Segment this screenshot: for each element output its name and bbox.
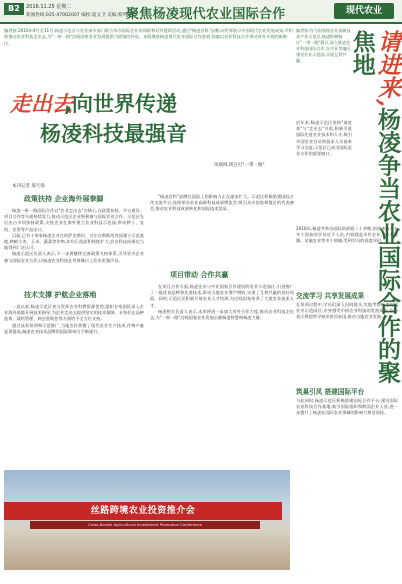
paragraph: 通过技术培训和示范推广,当地农民掌握了现代农业生产技术,作物产量显著提高,杨凌农业技术品牌的国际影响力不断提升。	[4, 322, 144, 334]
right-column-c	[296, 302, 398, 382]
paragraph: 在项目合作方面,杨凌企业与中亚国家合作建设的农业示范园区,引进推广了一批优良品种和先进技术,带动当地农业增产增收,实现了互利共赢的良好局面。同时,示范区还积极开展农业人才培训,为沿线国家培养了大批农业技术人才。	[150, 284, 294, 308]
paragraph: 杨凌一带一路国际合作以"农业走出去"为核心,在政策扶持、平台建设、项目合作等方面持续发力,推动示范区企业积极参与国际农业合作。示范区先后出台多项扶持政策,支持企业在海外建立农业科技示范园,带动种子、农机、农资等产品出口。	[4, 208, 144, 232]
dateline: 凤凰网,现在打"一带一路"	[214, 163, 265, 168]
paragraph: 杨凌相关负责人表示,未来将进一步加大对外合作力度,推动农业科技走出去,为"一带一路"沿线国家农业发展贡献杨凌智慧和杨凌力量。	[150, 308, 294, 321]
subhead-projects: 项目带动 合作共赢	[170, 271, 229, 279]
article-column-2a	[150, 194, 294, 268]
conference-photo	[4, 470, 290, 570]
paragraph: "杨凌农科"品牌在国际上的影响力正在逐步扩大。示范区积极搭建国际合作交流平台,连续举办农业高新科技成果博览会,吸引众多国家和地区的代表参会,推动农业科技成果转化和国际技术贸易。	[150, 194, 294, 212]
article-column-2b	[150, 284, 294, 414]
editor-note: 编者按:2016年9月至11月,杨凌示范区与农业部多部门联合举办国际农业培训班和对外援助活动,通过"杨凌农科"品牌,向世界展示中国现代农业发展成果,并积极推动农业科技走出去,为"一带一路"沿线国家农业发展提供可借鉴的经验。本版聚焦杨凌现代农业国际合作进展,探索以农业科技合作带动对外开放的新路径。	[4, 28, 293, 46]
headline-line-2: 杨凌科技最强音	[40, 122, 187, 146]
byline: 本刊记者 郝天海	[12, 184, 45, 189]
page-number-badge: B2	[4, 3, 24, 15]
page-header	[0, 0, 402, 24]
right-column-b	[296, 226, 398, 286]
vertical-headline-main: 杨凌争当农业国际合作的聚焦地	[348, 30, 400, 384]
right-column-a	[296, 120, 352, 220]
paragraph: 一直以来,杨凌示范区充分发挥农业科教资源优势,组织专家团队深入企业海外基地开展技术指导,为企业走出去提供坚实的技术保障。专家们在品种选育、栽培管理、病虫害防控等方面给予全方位支持。	[4, 304, 144, 322]
vertical-headline-accent: 请进来,	[374, 30, 401, 108]
section-title: 聚焦杨凌现代农业国际合作	[126, 7, 286, 22]
article-column-1b	[4, 304, 144, 414]
right-subhead-exchange: 交流学习 共享发展成果	[296, 292, 365, 300]
article-column-1a	[4, 208, 144, 288]
newspaper-logo: 现代农业	[334, 3, 394, 19]
conference-banner: 丝路跨境农业投资推介会	[4, 502, 282, 520]
issue-date: 2016.11.25 星期二	[26, 4, 72, 10]
headline-line-1: ,向世界传递	[64, 92, 177, 116]
paragraph: 在培训过程中,学员们深入田间地头,实地考察杨凌现代农业示范园区,亲身感受中国农业科技的发展成果,纷纷表示将把所学知识带回本国,推动当地农业发展。	[296, 302, 398, 320]
headline-accent: 走出去	[10, 91, 73, 116]
right-editor-note: 编者按:作为国家级农业高新技术产业示范区,杨凌积极响应"一带一路"倡议,深入推进农业科技国际合作,在中亚等地区建设农业示范园,实现互利共赢。	[296, 28, 351, 63]
editor-credits: 新闻热线:025-47002007 编校:夏文卫 美编:蔡列宇	[26, 13, 132, 18]
right-subhead-platform: 筑巢引凤 搭建国际平台	[296, 388, 365, 396]
paragraph: 与此同时,杨凌示范区积极搭建国际合作平台,建设国际农业科技合作基地,吸引国际组织和跨国企业入驻,进一步提升了杨凌在国际农业领域的影响力和话语权。	[296, 398, 398, 416]
subhead-policy: 政策扶持 企业海外展拳脚	[24, 195, 104, 203]
paragraph: 近年来,杨凌示范区坚持"请进来"与"走出去"并重,积极引进国际先进农业技术和人才,吸引多国农业官员和技术人员前来学习交流,示范区已成为国际农业合作的重要窗口。	[296, 120, 352, 157]
paragraph: 目前,已有十余家杨凌企业在哈萨克斯坦、吉尔吉斯斯坦等国建立示范基地,种植小麦、玉米、蔬菜等作物,年均示范面积持续扩大,农业科技成果在当地得到广泛认可。	[4, 232, 144, 251]
paragraph: 2016年,杨凌共举办国际培训班二十余期,培训来自六十多个国家的学员近千人次,内容涵盖旱作农业、节水灌溉、设施农业等多个领域,受到学员的高度评价。	[296, 226, 398, 244]
conference-banner-subtitle: Cross-Border Agricultural Investment Promotion Conference	[30, 521, 260, 529]
right-column-d	[296, 398, 398, 580]
paragraph: 杨凌示范区负责人表示,下一步将继续完善政策支持体系,引导更多企业参与国际农业合作,让杨凌农业科技在世界舞台上发出更强声音。	[4, 251, 144, 263]
subhead-tech-support: 技术支撑 护航企业落地	[24, 291, 97, 299]
